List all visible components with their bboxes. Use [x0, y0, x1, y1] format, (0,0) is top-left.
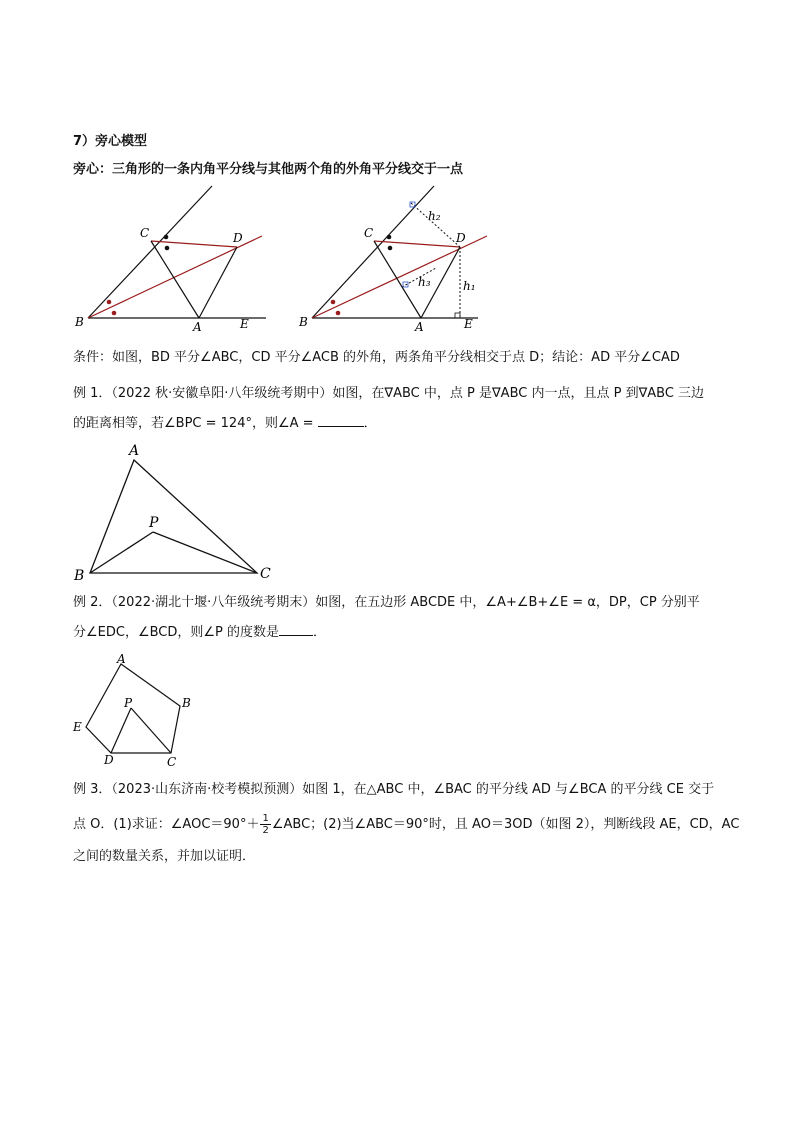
angle-mark — [112, 311, 117, 316]
label-P: P — [149, 515, 159, 531]
label-C: C — [260, 566, 271, 582]
segment-cd — [374, 241, 460, 247]
answer-blank — [279, 635, 313, 636]
angle-mark — [388, 246, 393, 251]
segment-pc — [153, 532, 257, 573]
segment-bp — [90, 532, 153, 573]
example-3-line-2: 点 O．(1)求证：∠AOC＝90°＋ $\frac{1}{2}$ ∠ABC；(2)当∠ABC＝90°时，且 AO＝3OD（如图 2），判断线段 AE，CD，AC — [73, 813, 740, 836]
angle-mark — [164, 235, 169, 240]
label-C: C — [364, 226, 374, 240]
right-angle-mark — [455, 313, 460, 318]
label-D: D — [456, 231, 466, 245]
label-h3: h₃ — [418, 275, 431, 289]
example-1-figure — [70, 440, 280, 585]
label-A: A — [117, 652, 126, 666]
angle-mark — [336, 311, 341, 316]
segment-ad — [199, 247, 237, 318]
label-B: B — [74, 568, 85, 584]
condition-text: 条件：如图，BD 平分∠ABC，CD 平分∠ACB 的外角，两条角平分线相交于点 D；结论：AD 平分∠CAD — [73, 350, 680, 365]
label-E: E — [73, 720, 82, 734]
label-h2: h₂ — [428, 209, 441, 223]
pentagon-abcde — [86, 664, 180, 753]
answer-blank — [318, 426, 364, 427]
figure-1-excenter — [70, 185, 290, 335]
angle-mark — [107, 300, 112, 305]
label-B: B — [182, 696, 191, 710]
angle-mark — [387, 235, 392, 240]
label-A: A — [129, 443, 140, 459]
label-D: D — [104, 753, 114, 767]
example-2-figure — [68, 650, 198, 770]
example-3-line-3: 之间的数量关系，并加以证明． — [73, 849, 256, 864]
label-P: P — [124, 696, 133, 710]
ray-bc — [312, 186, 434, 318]
label-C: C — [167, 755, 177, 769]
label-B: B — [299, 315, 308, 329]
angle-mark — [165, 246, 170, 251]
example-2-line-2: 分∠EDC，∠BCD，则∠P 的度数是 ． — [73, 625, 327, 640]
label-B: B — [75, 315, 84, 329]
label-E: E — [464, 317, 473, 331]
segment-ca — [151, 241, 199, 318]
definition-text: 旁心：三角形的一条内角平分线与其他两个角的外角平分线交于一点 — [73, 162, 464, 177]
example-1-line-2: 的距离相等，若∠BPC = 124°，则∠A = ． — [73, 416, 377, 431]
segment-dp — [111, 708, 131, 753]
angle-mark — [331, 300, 336, 305]
label-D: D — [233, 231, 243, 245]
example-2-line-1: 例 2．（2022·湖北十堰·八年级统考期末）如图，在五边形 ABCDE 中，∠A+∠B+∠E = α，DP，CP 分别平 — [73, 595, 700, 610]
example-3-line-1: 例 3．（2023·山东济南·校考模拟预测）如图 1，在△ABC 中，∠BAC 的平分线 AD 与∠BCA 的平分线 CE 交于 — [73, 782, 715, 797]
ray-bc — [88, 186, 212, 318]
fraction-one-half: $\frac{1}{2}$ — [262, 813, 269, 836]
example-1-line-1: 例 1．（2022 秋·安徽阜阳·八年级统考期中）如图，在∇ABC 中，点 P 是∇ABC 内一点，且点 P 到∇ABC 三边 — [73, 386, 705, 401]
bisector-bd — [312, 236, 487, 318]
segment-ca — [374, 241, 421, 318]
segment-cd — [151, 241, 237, 247]
figure-2-excenter-heights — [295, 185, 495, 335]
label-A: A — [193, 320, 202, 334]
label-h1: h₁ — [463, 279, 476, 293]
label-E: E — [240, 317, 249, 331]
label-C: C — [140, 226, 150, 240]
section-title: 7）旁心模型 — [73, 134, 148, 149]
label-A: A — [415, 320, 424, 334]
segment-pc — [131, 708, 171, 753]
